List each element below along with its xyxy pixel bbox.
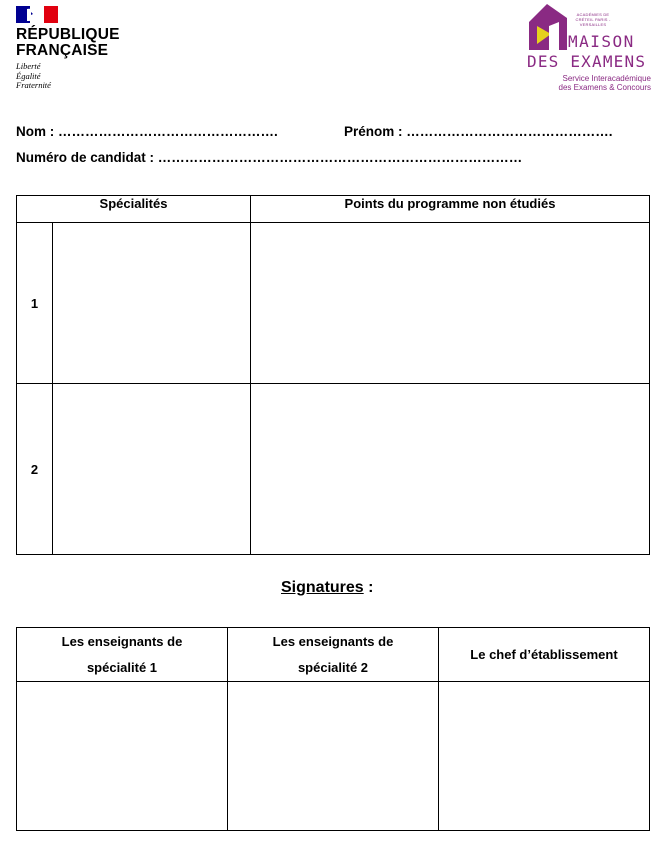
numero-candidat-field[interactable]: Numéro de candidat : ………………………………………………………………………: [16, 150, 523, 165]
nom-field[interactable]: Nom : ………………………………………….: [16, 124, 278, 139]
service-line1: Service Interacadémique: [562, 74, 651, 83]
col2-line1: Les enseignants de: [272, 633, 394, 649]
francaise-text: FRANÇAISE: [16, 42, 109, 59]
maison-des-examens-logo: [527, 4, 655, 96]
service-line2: des Examens & Concours: [558, 83, 651, 92]
chef-etablissement-header: Le chef d’établissement: [439, 628, 650, 682]
row-number: 2: [17, 384, 53, 555]
col1-line1: Les enseignants de: [61, 633, 183, 649]
motto-fraternite: Fraternité: [16, 80, 51, 90]
signatures-row: [17, 682, 650, 831]
points-cell-1[interactable]: [251, 223, 650, 384]
enseignants-spe1-header: [17, 628, 228, 682]
signatures-table: [16, 627, 650, 831]
republique-francaise-logo: [16, 6, 120, 91]
specialites-header-row: [17, 196, 650, 223]
col2-line2: spécialité 2: [297, 659, 369, 675]
points-header: Points du programme non étudiés: [251, 196, 650, 223]
table-row: [17, 223, 650, 384]
signatures-header-row: [17, 628, 650, 682]
table-row: [17, 384, 650, 555]
signature-cell-spe2[interactable]: [228, 682, 439, 831]
specialite-cell-1[interactable]: [53, 223, 251, 384]
signature-cell-spe1[interactable]: [17, 682, 228, 831]
prenom-field[interactable]: Prénom : ……………………………………….: [344, 124, 613, 139]
motto-liberte: Liberté: [16, 61, 41, 71]
row-number: 1: [17, 223, 53, 384]
motto-egalite: Égalité: [16, 70, 41, 81]
specialite-cell-2[interactable]: [53, 384, 251, 555]
col1-line2: spécialité 1: [86, 659, 158, 675]
marianne-flag-icon: [16, 6, 120, 23]
signatures-title: [281, 579, 373, 597]
house-logo-icon: [529, 4, 569, 52]
republique-text: RÉPUBLIQUE: [16, 26, 120, 43]
signatures-title-text: Signatures: [281, 579, 364, 596]
enseignants-spe2-header: [228, 628, 439, 682]
signature-cell-chef[interactable]: [439, 682, 650, 831]
signatures-colon: :: [363, 579, 374, 596]
points-cell-2[interactable]: [251, 384, 650, 555]
maison-text: MAISON: [568, 32, 635, 51]
academies-text: ACADÉMIES DE CRÉTEIL PARIS - VERSAILLES: [575, 12, 611, 27]
specialites-header: Spécialités: [17, 196, 251, 223]
specialites-table: [16, 195, 650, 555]
service-text: [559, 74, 652, 92]
des-examens-text: DES EXAMENS: [527, 52, 647, 71]
